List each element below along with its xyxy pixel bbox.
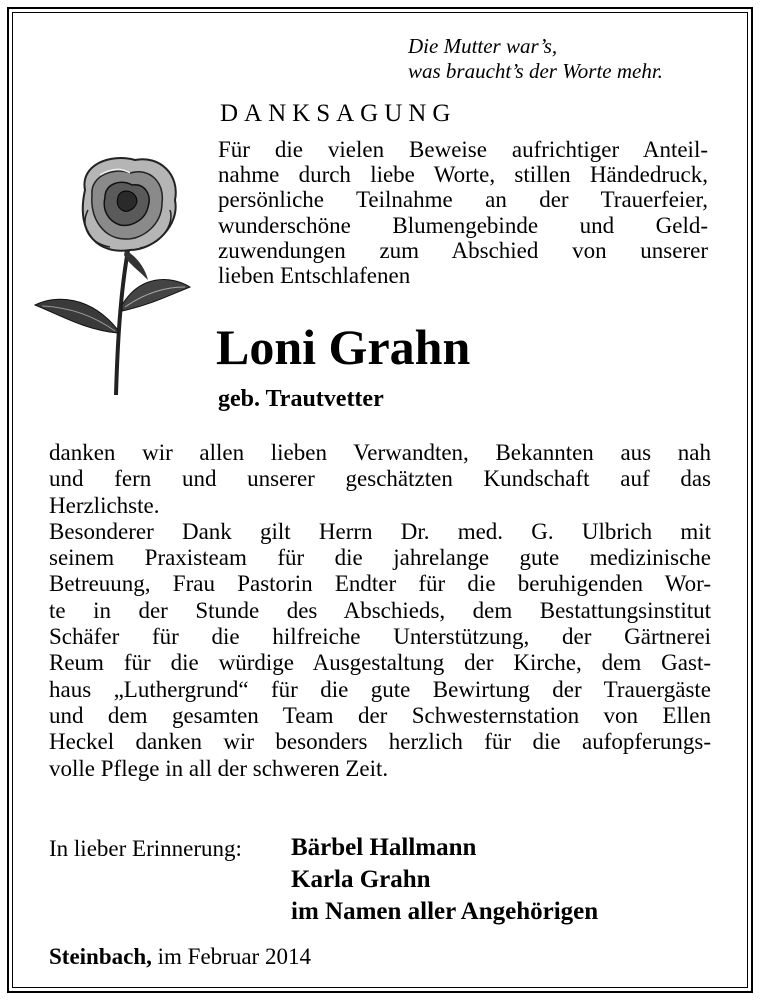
place-date [49,944,311,970]
body-line: Schäfer für die hilfreiche Unterstützung, der Gärtnerei [49,624,711,650]
body-line: Heckel danken wir besonders herzlich für die aufopferungs- [49,729,711,755]
intro-line: lieben Entschlafenen [218,263,411,289]
heading-danksagung: DANKSAGUNG [220,100,457,127]
motto-quote [408,34,663,84]
body-line: haus „Luthergrund“ für die gute Bewirtung der Trauergäste [49,676,711,702]
motto-line: Die Mutter war’s, [408,34,558,58]
intro-line: wunderschöne Blumengebinde und Geld- [218,212,708,238]
body-line: Herzlichste. [49,492,160,518]
signers-list [291,832,598,928]
place-name: Steinbach, [49,944,152,969]
intro-paragraph [218,137,708,288]
intro-line: zuwendungen zum Abschied von unserer [218,237,708,263]
body-line: und fern und unserer geschätzten Kundschaft auf das [49,466,711,492]
body-line: Betreuung, Frau Pastorin Endter für die beruhigenden Wor- [49,571,711,597]
body-line: danken wir allen lieben Verwandten, Bekannten aus nah [49,440,711,465]
body-paragraph [49,440,711,782]
signer: im Namen aller Angehörigen [291,898,599,925]
closing-label: In lieber Erinnerung: [49,836,242,861]
body-line: seinem Praxisteam für die jahrelange gute medizinische [49,545,711,571]
intro-line: Für die vielen Beweise aufrichtiger Anteil- [218,137,708,162]
deceased-name: Loni Grahn [216,319,471,375]
intro-line: persönliche Teilnahme an der Trauerfeier, [218,187,708,213]
body-line: und dem gesamten Team der Schwesternstation von Ellen [49,702,711,728]
body-line: te in der Stunde des Abschieds, dem Bestattungsinstitut [49,597,711,623]
body-line: Reum für die würdige Ausgestaltung der Kirche, dem Gast- [49,650,711,676]
signer: Karla Grahn [291,866,431,893]
signer: Bärbel Hallmann [291,834,477,861]
rose-icon [30,155,205,400]
maiden-name: geb. Trautvetter [218,386,384,412]
body-line: Besonderer Dank gilt Herrn Dr. med. G. Ulbrich mit [49,518,711,544]
motto-line: was braucht’s der Worte mehr. [408,59,663,83]
date-text: im Februar 2014 [151,944,311,969]
body-line: volle Pflege in all der schweren Zeit. [49,755,389,781]
intro-line: nahme durch liebe Worte, stillen Händedruck, [218,162,708,188]
